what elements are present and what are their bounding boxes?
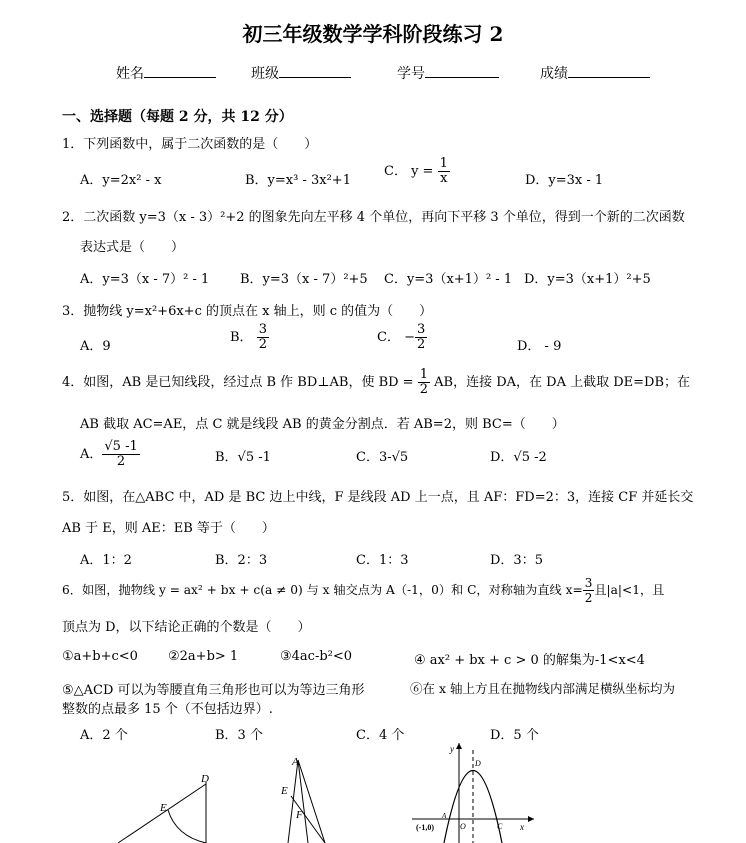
fig3-y-arrow [456,743,462,749]
q1-c-fraction [438,157,450,186]
page-title: 初三年级数学学科阶段练习 2 [242,22,504,46]
fig1-arc [168,810,206,843]
q3-b-numerator: 3 [258,322,267,337]
fig3-label-d: D [475,759,481,768]
q5-option-c[interactable]: C．1：3 [356,553,409,568]
fig2-line-ad [298,760,308,843]
q6-option-b[interactable]: B．3 个 [215,728,263,743]
q3-c-fraction [415,323,427,352]
q2-option-c[interactable]: C．y=3（x+1）² - 1 [384,272,513,287]
q6-statement-3: ③4ac-b²<0 [280,649,353,664]
q4-a-numerator: √5 -1 [104,439,138,454]
class-field[interactable] [251,63,351,83]
q6-statement-2: ②2a+b> 1 [168,649,239,664]
q4-numerator: 1 [419,367,428,382]
q5-option-a[interactable]: A．1：2 [80,553,132,568]
fig3-label-c: C [497,822,503,831]
q6-numerator: 3 [584,576,593,590]
q3-option-a[interactable]: A．9 [80,339,111,354]
question-5-line1: 5．如图，在△ABC 中，AD 是 BC 边上中线，F 是线段 AD 上一点，且 AF：FD=2：3，连接 CF 并延长交 [62,490,694,505]
question-5-line2: AB 于 E，则 AE：EB 等于（ ） [62,521,275,536]
q6-option-a[interactable]: A．2 个 [80,728,128,743]
q4-line1-part1: 4．如图，AB 是已知线段，经过点 B 作 BD⊥AB，使 BD = [62,375,414,390]
question-2-line2: 表达式是（ ） [80,240,185,255]
q6-line1-part1: 6．如图，抛物线 y = ax² + bx + c(a ≠ 0) 与 x 轴交点为 A（-1，0）和 C，对称轴为直线 x= [62,583,583,597]
q4-a-denominator: 2 [116,454,126,469]
q6-fraction [583,576,595,605]
q3-c-prefix: C． − [377,330,415,345]
fig2-label-a: A [292,756,299,768]
q6-statement-6-cont: 整数的点最多 15 个（不包括边界）. [62,702,273,717]
q4-option-d[interactable]: D．√5 -2 [490,450,547,465]
fig3-label-x: x [520,822,524,832]
figure-triangle [275,752,345,843]
q3-c-numerator: 3 [416,322,426,337]
q4-denominator: 2 [419,382,428,397]
q6-statement-4: ④ ax² + bx + c > 0 的解集为-1<x<4 [414,653,645,668]
q1-option-b[interactable]: B．y=x³ - 3x²+1 [245,173,351,188]
q4-fraction [418,368,430,397]
question-4-line1 [62,368,690,397]
q4-option-a[interactable] [80,440,140,469]
fig1-label-e: E [160,802,167,814]
q6-option-c[interactable]: C．4 个 [356,728,405,743]
q3-option-b[interactable] [230,323,269,352]
question-4-line2: AB 截取 AC=AE，点 C 就是线段 AB 的黄金分割点．若 AB=2，则 BC=（ ） [80,417,565,432]
q3-option-d[interactable]: D． - 9 [517,339,562,354]
fig3-label-point-a: (-1,0) [416,823,434,832]
student-id-blank[interactable] [425,63,499,78]
name-label: 姓名 [116,66,144,82]
fig3-label-o: O [460,822,466,831]
q1-option-c[interactable] [384,157,450,186]
q5-option-b[interactable]: B．2：3 [215,553,268,568]
fig3-x-arrow [528,816,534,822]
q6-statement-6: ⑥在 x 轴上方且在抛物线内部满足横纵坐标均为 [410,681,675,696]
question-6-line2: 顶点为 D，以下结论正确的个数是（ ） [62,620,311,635]
score-label: 成绩 [540,66,568,82]
question-3-stem: 3．抛物线 y=x²+6x+c 的顶点在 x 轴上，则 c 的值为（ ） [62,304,433,319]
q4-a-prefix: A． [80,447,103,462]
q4-option-c[interactable]: C．3-√5 [356,450,409,465]
student-id-field[interactable] [397,63,499,83]
fig1-label-d: D [201,773,209,785]
class-label: 班级 [251,66,279,82]
question-1-stem: 1．下列函数中，属于二次函数的是（ ） [62,137,318,152]
name-blank[interactable] [144,63,216,78]
q4-a-fraction [102,440,139,469]
q1-c-prefix: C． y = [384,164,434,179]
section-heading: 一、选择题（每题 2 分，共 12 分） [62,109,293,125]
q3-b-fraction [257,323,269,352]
fig3-label-y: y [450,744,454,754]
q1-c-numerator: 1 [439,156,448,171]
q5-option-d[interactable]: D．3：5 [490,553,543,568]
q3-option-c[interactable] [377,323,427,352]
score-blank[interactable] [568,63,650,78]
student-id-label: 学号 [397,66,425,82]
figure-parabola [412,740,537,843]
q1-option-a[interactable]: A．y=2x² - x [80,173,162,188]
class-blank[interactable] [279,63,351,78]
question-2-line1: 2．二次函数 y=3（x - 3）²+2 的图象先向左平移 4 个单位，再向下平移 3 个单位，得到一个新的二次函数 [62,210,685,225]
fig2-label-f: F [296,809,303,821]
q6-line1-part2: 且|a|<1，且 [594,583,665,597]
fig2-line-ab [288,760,298,843]
q6-statement-1: ①a+b+c<0 [62,649,138,664]
q3-c-denominator: 2 [416,337,426,352]
q1-c-denominator: x [440,171,448,186]
fig2-label-e: E [281,785,288,797]
q6-statement-5: ⑤△ACD 可以为等腰直角三角形也可以为等边三角形 [62,683,365,698]
q2-option-a[interactable]: A．y=3（x - 7）² - 1 [80,272,210,287]
q6-option-d[interactable]: D．5 个 [490,728,539,743]
question-6-line1 [62,576,664,605]
fig3-label-a: A [442,812,447,820]
q1-option-d[interactable]: D．y=3x - 1 [525,173,604,188]
q3-b-denominator: 2 [258,337,267,352]
q2-option-b[interactable]: B．y=3（x - 7）²+5 [240,272,368,287]
name-field[interactable] [116,63,216,83]
q3-b-prefix: B． [230,330,253,345]
q4-option-b[interactable]: B．√5 -1 [215,450,271,465]
score-field[interactable] [540,63,650,83]
figure-golden-section [110,770,220,843]
fig2-line-ac [298,760,325,843]
q4-line1-part2: AB，连接 DA，在 DA 上截取 DE=DB；在 [434,375,691,390]
q2-option-d[interactable]: D．y=3（x+1）²+5 [524,272,651,287]
q6-denominator: 2 [584,591,593,605]
